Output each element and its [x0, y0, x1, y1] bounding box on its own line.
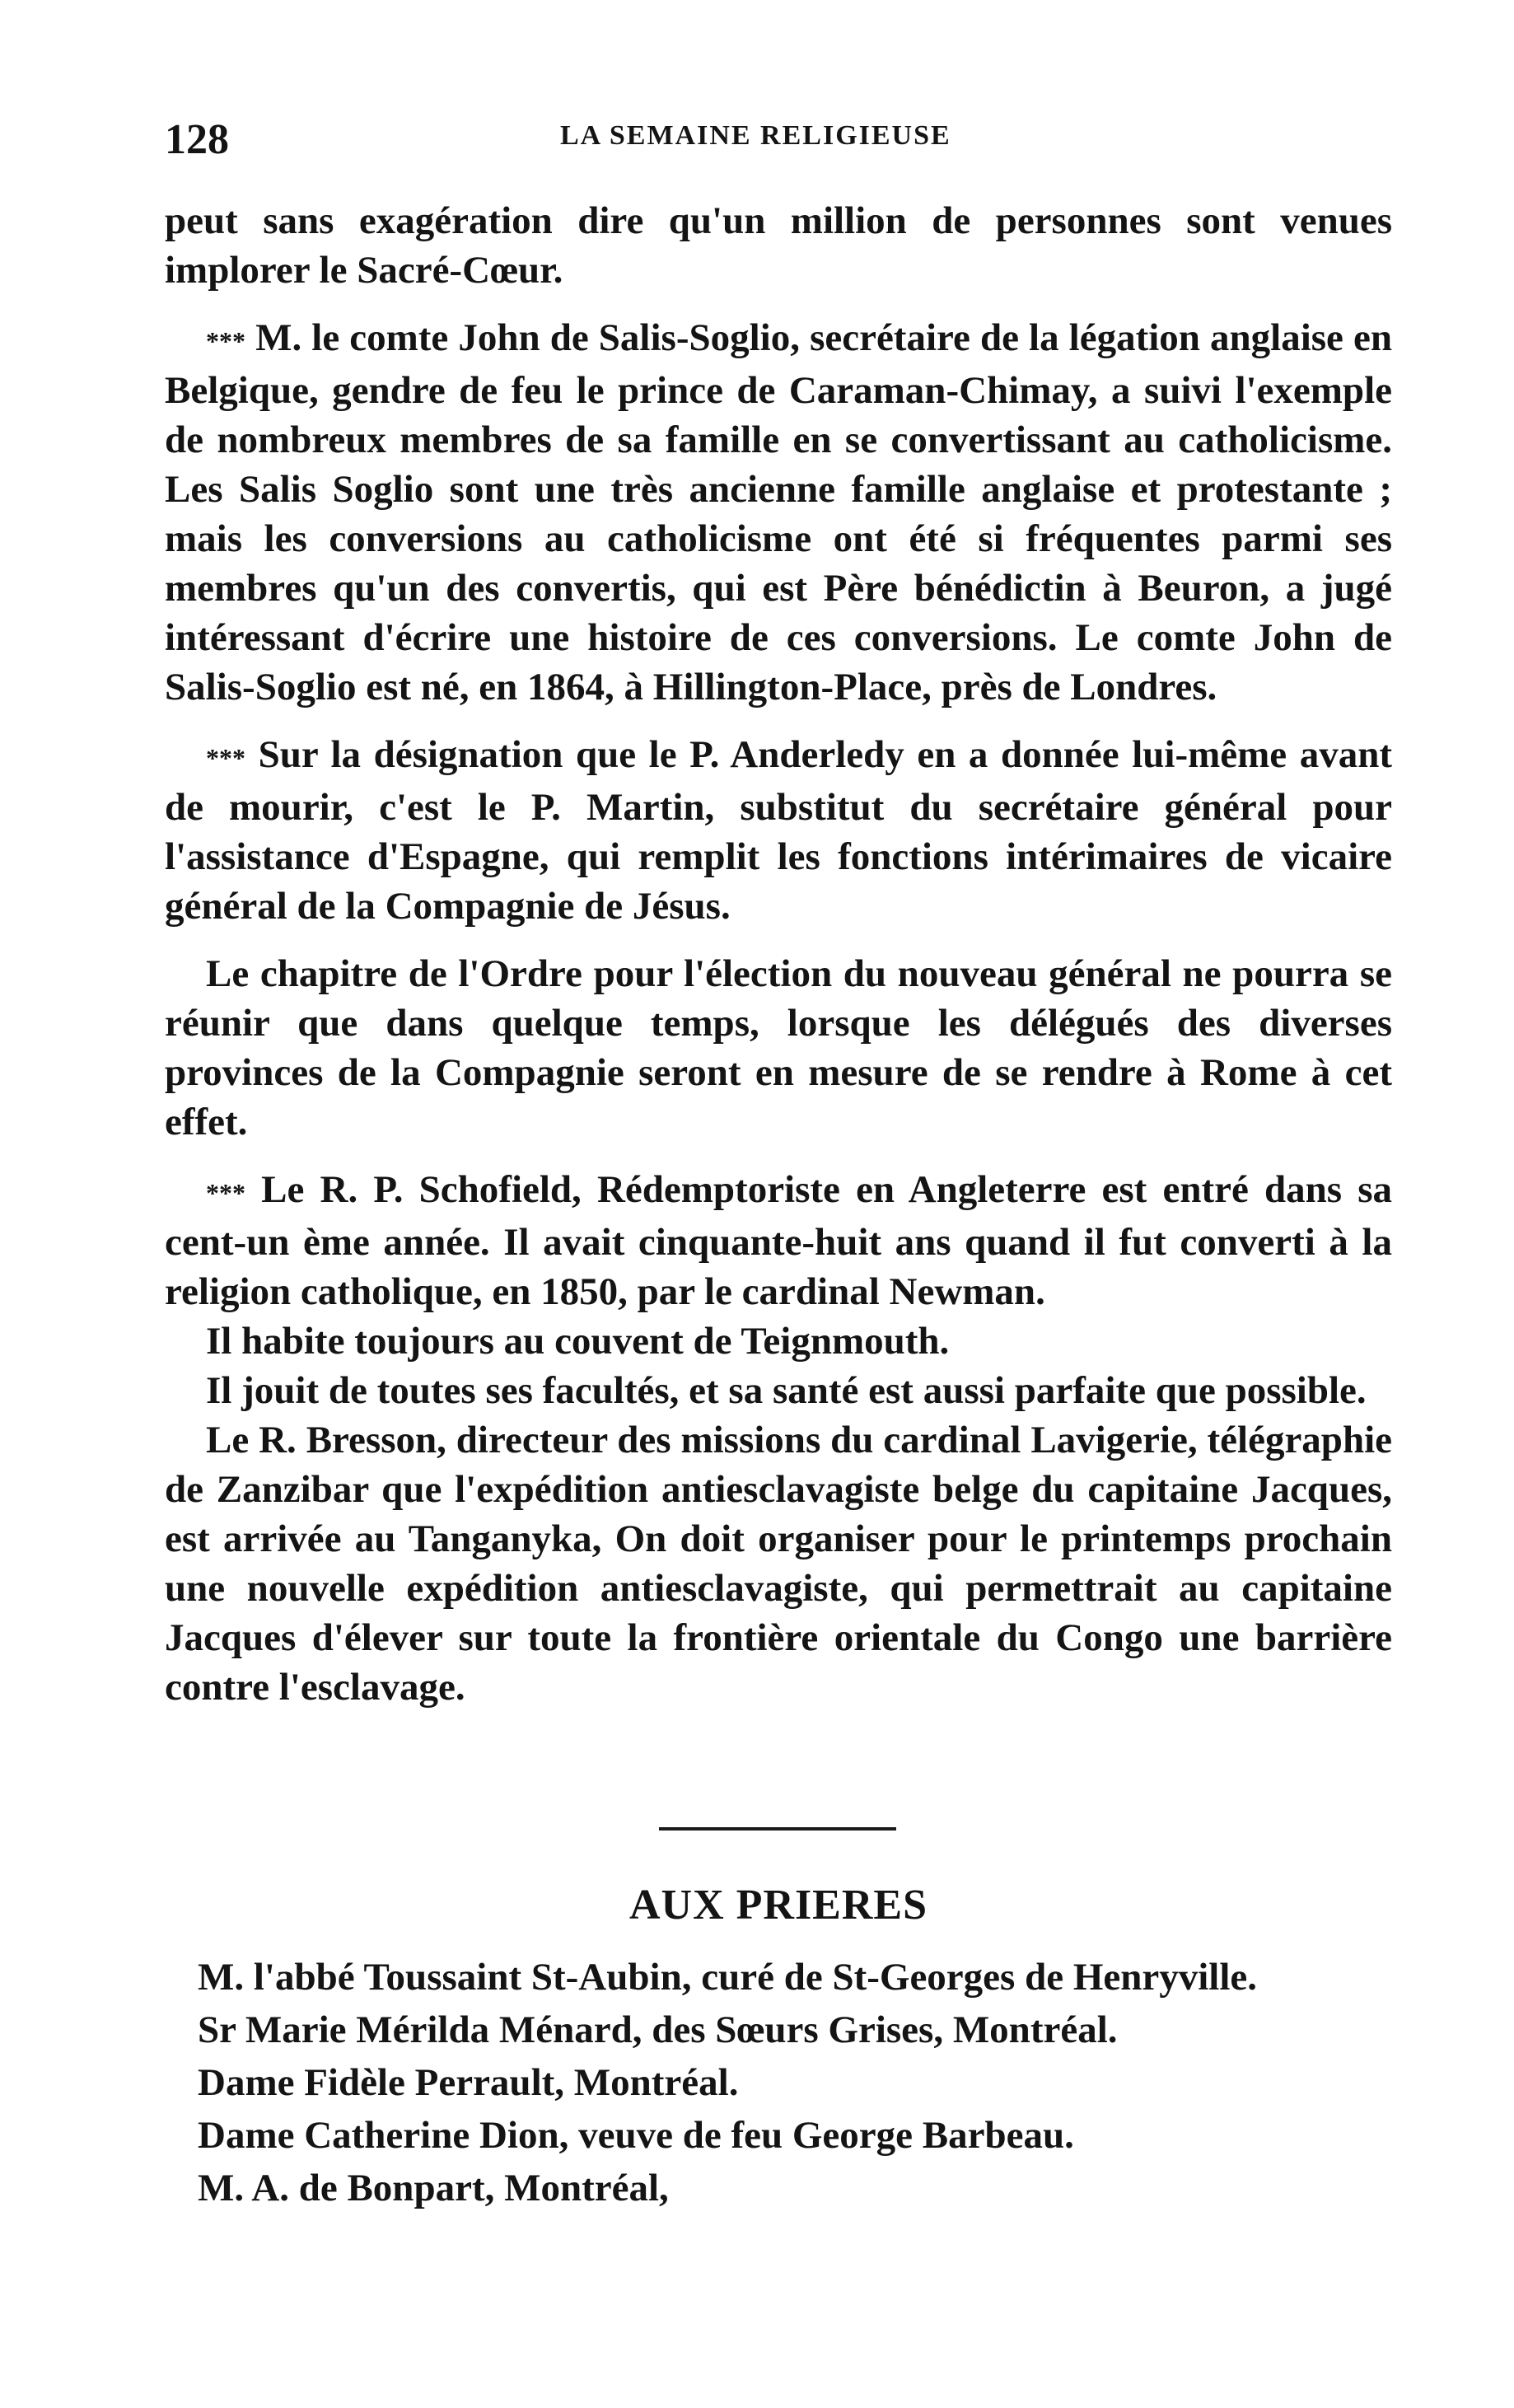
article-body: [165, 196, 1392, 1712]
paragraph: [165, 196, 1392, 295]
paragraph-text: Il jouit de toutes ses facultés, et sa santé est aussi parfaite que possible.: [206, 1369, 1367, 1412]
page-number: 128: [165, 116, 229, 163]
prayer-list: [198, 1952, 1392, 2216]
paragraph-text: Sur la désignation que le P. Anderledy en a donnée lui-même avant de mourir, c'est le P. Martin, substitut du secrétaire général pour l'assistance d'Espagne, qui remplit les fonctions intérimaires de vicaire général de la Compagnie de Jésus.: [165, 733, 1393, 928]
asterism-marker: ***: [206, 1178, 245, 1208]
paragraph-text: Le R. Bresson, directeur des missions du cardinal Lavigerie, télégraphie de Zanzibar que l'expédition antiesclavagiste belge du capitaine Jacques, est arrivée au Tanganyka, On doit organiser pour le printemps prochain une nouvelle expédition antiesclavagiste, qui permettrait au capitaine Jacques d'élever sur toute la frontière orientale du Congo une barrière contre l'esclavage.: [165, 1419, 1392, 1709]
running-title: LA SEMAINE RELIGIEUSE: [560, 120, 951, 151]
list-item: Dame Fidèle Perrault, Montréal.: [198, 2061, 739, 2104]
asterism-marker: ***: [206, 326, 245, 356]
paragraph-text: Il habite toujours au couvent de Teignmouth.: [206, 1320, 950, 1363]
paragraph: [165, 1415, 1392, 1712]
paragraph: [165, 313, 1392, 712]
list-item: Sr Marie Mérilda Ménard, des Sœurs Grises, Montréal.: [198, 2008, 1118, 2051]
section-divider: [659, 1827, 896, 1831]
paragraph-text: M. le comte John de Salis-Soglio, secrétaire de la légation anglaise en Belgique, gendre de feu le prince de Caraman-Chimay, a suivi l'exemple de nombreux membres de sa famille en se convertissant au catholicisme. Les Salis Soglio sont une très ancienne famille anglaise et protestante ; mais les conversions au catholicisme ont été si fréquentes parmi ses membres qu'un des convertis, qui est Père bénédictin à Beuron, a jugé intéressant d'écrire une histoire de ces conversions. Le comte John de Salis-Soglio est né, en 1864, à Hillington-Place, près de Londres.: [165, 316, 1392, 708]
asterism-marker: ***: [206, 743, 245, 773]
paragraph-text: Le chapitre de l'Ordre pour l'élection du nouveau général ne pourra se réunir que dans quelque temps, lorsque les délégués des diverses provinces de la Compagnie seront en mesure de se rendre à Rome à cet effet.: [165, 952, 1392, 1143]
paragraph: [165, 1316, 1392, 1366]
paragraph: [165, 1366, 1392, 1415]
paragraph: [165, 730, 1392, 931]
paragraph-text: Le R. P. Schofield, Rédemptoriste en Angleterre est entré dans sa cent-un ème année. Il avait cinquante-huit ans quand il fut converti à la religion catholique, en 1850, par le cardinal Newman.: [165, 1168, 1393, 1313]
paragraph-text: peut sans exagération dire qu'un million de personnes sont venues implorer le Sacré-Cœur.: [165, 199, 1392, 292]
list-item: M. l'abbé Toussaint St-Aubin, curé de St-Georges de Henryville.: [198, 1956, 1258, 1999]
list-item: M. A. de Bonpart, Montréal,: [198, 2167, 669, 2209]
paragraph: [165, 1165, 1392, 1316]
paragraph: [165, 949, 1392, 1147]
section-title: AUX PRIERES: [628, 1882, 928, 1929]
page-header: [165, 115, 1392, 165]
list-item: Dame Catherine Dion, veuve de feu George Barbeau.: [198, 2114, 1074, 2157]
